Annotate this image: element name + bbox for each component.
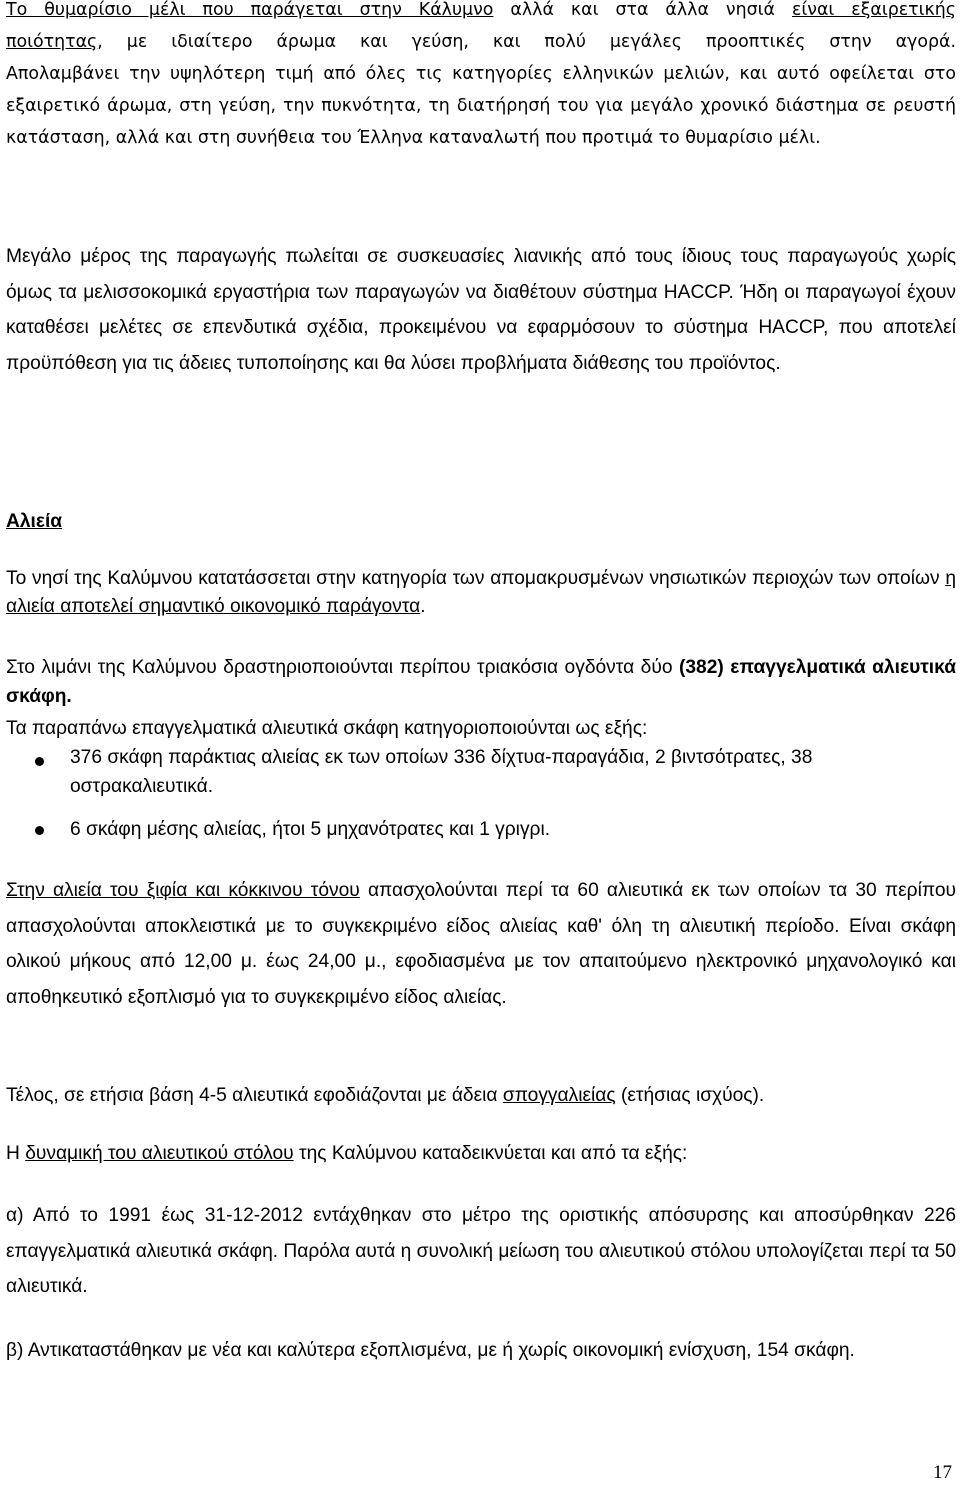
item-a-paragraph: α) Από το 1991 έως 31-12-2012 εντάχθηκαν στο μέτρο της οριστικής απόσυρσης και αποσύρθηκαν 226 επαγγελματικά αλιευτικά σκάφη. Παρόλα αυτά η συνολική μείωση του αλιευτικού στόλου υπολογίζεται περί τα 50 αλιευτικά.: [6, 1205, 957, 1297]
haccp-paragraph: Μεγάλο μέρος της παραγωγής πωλείται σε συσκευασίες λιανικής από τους ίδιους τους παραγωγούς χωρίς όμως τα μελισσοκομικά εργαστήρια των παραγωγών να διαθέτουν σύστημα HACCP. Ήδη οι παραγωγοί έχουν καταθέσει μελέτες σε επενδυτικά σχέδια, προκειμένου να εφαρμόσουν το σύστημα HACCP, που αποτελεί προϋπόθεση για τις άδειες τυποποίησης και θα λύσει προβλήματα διάθεσης του προϊόντος.: [6, 246, 956, 374]
honey-line-2: ποιότητας, με ιδιαίτερο άρωμα και γεύση, και πολύ μεγάλες προοπτικές στην αγορά.: [6, 32, 956, 52]
honey-link-quality: είναι εξαιρετικής: [791, 0, 957, 20]
honey-paragraph: [6, 0, 956, 154]
honey-link-kalymnos: Το θυμαρίσιο μέλι που παράγεται στην Κάλυμνο: [6, 0, 494, 20]
fishing-paragraph-3: Τα παραπάνω επαγγελματικά αλιευτικά σκάφη κατηγοριοποιούνται ως εξής:: [6, 718, 648, 739]
fleet-dynamics-paragraph: Η δυναμική του αλιευτικού στόλου της Καλύμνου καταδεικνύεται και από τα εξής:: [6, 1143, 688, 1164]
sponge-paragraph: Τέλος, σε ετήσια βάση 4-5 αλιευτικά εφοδιάζονται με άδεια σπογγαλιείας (ετήσιας ισχύος).: [6, 1085, 765, 1106]
bullet-icon: [35, 757, 44, 766]
page-number: 17: [933, 1462, 952, 1483]
honey-line-1: Το θυμαρίσιο μέλι που παράγεται στην Κάλυμνο αλλά και στα άλλα νησιά είναι εξαιρετικής: [6, 0, 957, 20]
fishing-paragraph-2: Στο λιμάνι της Καλύμνου δραστηριοποιούνται περίπου τριακόσια ογδόντα δύο (382) επαγγελματικά αλιευτικά σκάφη.: [6, 657, 956, 707]
fishing-paragraph-1: Το νησί της Καλύμνου κατατάσσεται στην κατηγορία των απομακρυσμένων νησιωτικών περιοχών των οποίων η αλιεία αποτελεί σημαντικό οικονομικό παράγοντα.: [6, 568, 956, 617]
honey-rest: Απολαμβάνει την υψηλότερη τιμή από όλες τις κατηγορίες ελληνικών μελιών, και αυτό οφείλεται στο εξαιρετικό άρωμα, στη γεύση, την πυκνότητα, τη διατήρησή του για μεγάλο χρονικό διάστημα σε ρευστή κατάσταση, αλλά και στη συνήθεια του Έλληνα καταναλωτή που προτιμά το θυμαρίσιο μέλι.: [6, 64, 956, 148]
bullet-item-medium: 6 σκάφη μέσης αλιείας, ήτοι 5 μηχανότρατες και 1 γριγρι.: [70, 819, 551, 840]
fishing-heading: Αλιεία: [6, 511, 63, 532]
item-b-paragraph: β) Αντικαταστάθηκαν με νέα και καλύτερα εξοπλισμένα, με ή χωρίς οικονομική ενίσχυση, 154 σκάφη.: [6, 1340, 855, 1361]
swordfish-paragraph: Στην αλιεία του ξιφία και κόκκινου τόνου απασχολούνται περί τα 60 αλιευτικά εκ των οποίων τα 30 περίπου απασχολούνται αποκλειστικά με το συγκεκριμένο είδος αλιείας καθ' όλη τη αλιευτική περίοδο. Είναι σκάφη ολικού μήκους από 12,00 μ. έως 24,00 μ., εφοδιασμένα με τον απαιτούμενο ηλεκτρονικό μηχανολογικό και αποθηκευτικό εξοπλισμό για το συγκεκριμένο είδος αλιείας.: [6, 880, 956, 1008]
bullet-icon: [35, 826, 44, 835]
bullet-item-coastal: 376 σκάφη παράκτιας αλιείας εκ των οποίων 336 δίχτυα-παραγάδια, 2 βιντσότρατες, 38 οστρακαλιευτικά.: [70, 747, 813, 797]
